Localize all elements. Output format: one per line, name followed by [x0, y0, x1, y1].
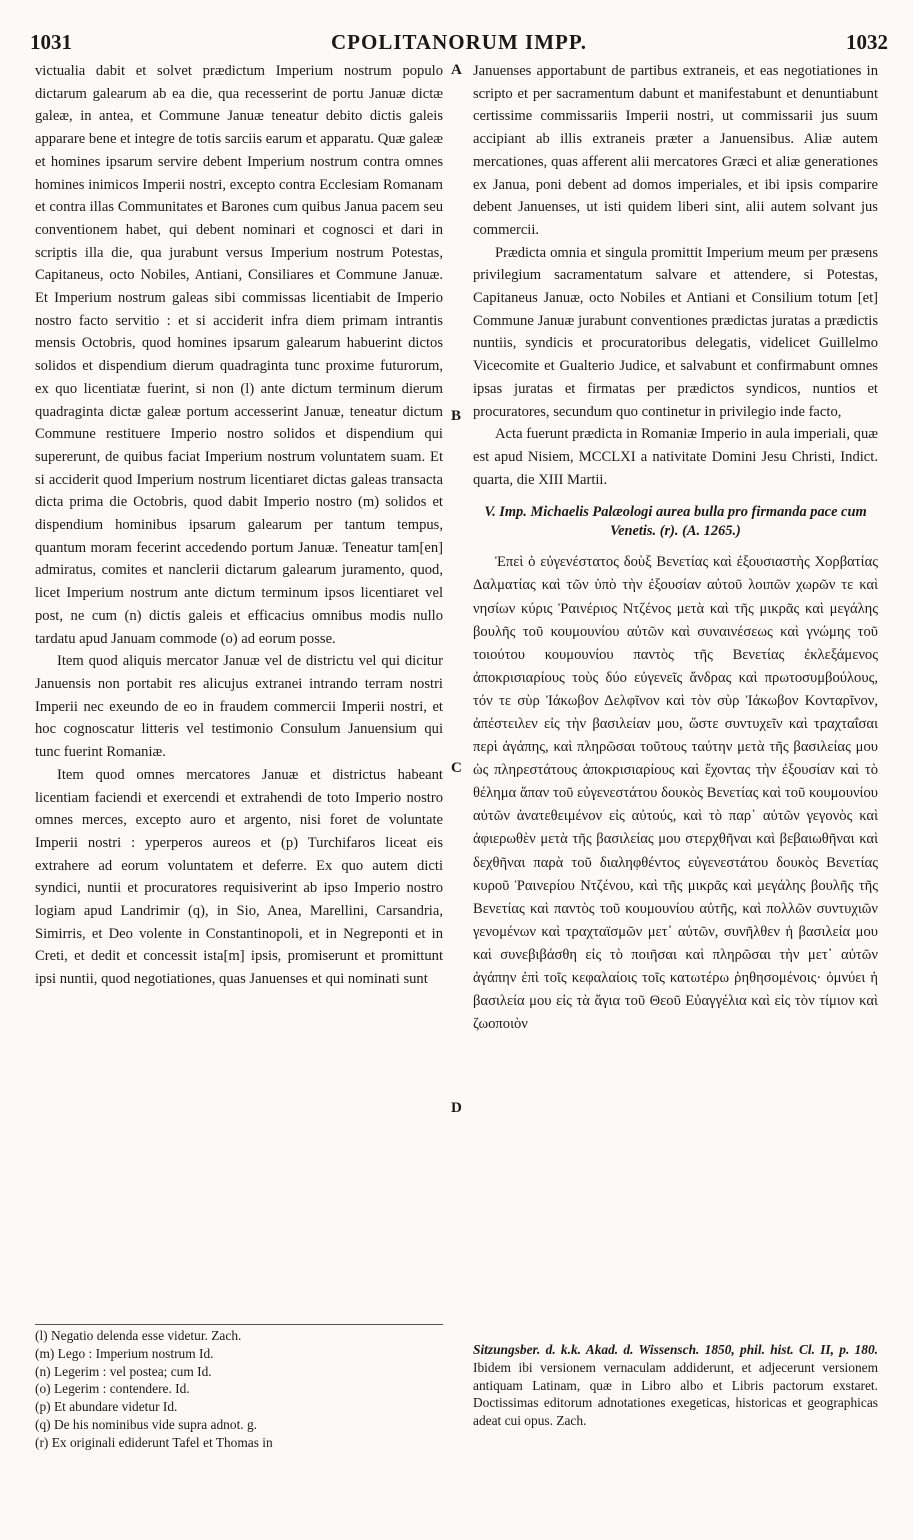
page-number-left: 1031 [30, 30, 72, 54]
footnotes [35, 1324, 443, 1452]
margin-marker-d: D [451, 1100, 462, 1116]
left-paragraph-1: victualia dabit et solvet prædictum Imperium nostrum populo dictarum galearum ab ea die, qua recesserint de portu Januæ dictæ galeæ, in antea, et Commune Januæ teneatur debito dictis galeis apparare bene et integre de totis sarciis earum et apparatu. Quæ galeæ et homines ipsarum servire debent Imperium nostrum contra omnes homines inimicos Imperii nostri, excepto contra Ecclesiam Romanam et contra illas Communitates et Barones cum quibus Janua pacem seu conventionem habet, qui debent nominari et cognosci et dari in scriptis illa die, qua jurabunt versus Imperium nostrum Potestas, Capitaneus, octo Nobiles, Antiani, Consiliares et Commune Januæ. Et Imperium nostrum galeas sibi commissas licentiabit de Imperio nostro facto servitio : et si acciderit infra diem primam intrantis mensis Octobris, quod homines ipsarum galearum habuerint dictos solidos et dispendium dierum quadraginta tunc proxime futurorum, ex quo licentiatæ fuerint, si non (l) ante dictum terminum dierum quadraginta dictæ galeæ portum accesserint Januæ, teneatur dictum Commune restituere Imperio nostro solidos et dispendium qui supererunt, de quibus faciat Imperium nostrum voluntatem suam. Et si acciderit quod Imperium nostrum licentiaret dictas galeas transacta dicta prima die Octobris, quod dabit Imperio nostro (m) solidos et dispendium hominibus ipsarum galearum per tantum tempus, quantum moram fecerint accedendo portum Januæ. Teneatur tam[en] admiratus, comites et nanclerii dictarum galearum juramento, quod, licet Imperium nostrum ante dictum terminum ipsos licentiaret vel post, ne cum (n) dictis galeis et efficacius omnibus modis nullo tardatu apud Januam commode (o) ad eorum posse. [35, 63, 443, 647]
footnote: (q) De his nominibus vide supra adnot. g. [35, 1416, 258, 1432]
margin-marker-a: A [451, 62, 462, 78]
left-column [35, 60, 443, 991]
running-title: CPOLITANORUM IMPP. [331, 30, 587, 54]
margin-marker-b: B [451, 408, 462, 424]
footnote: (m) Lego : Imperium nostrum Id. [35, 1345, 214, 1361]
footnote-continuation [473, 1341, 878, 1430]
footnote: (r) Ex originali ediderunt Tafel et Thomas in [35, 1434, 273, 1450]
right-paragraph-1: Januenses apportabunt de partibus extraneis, et eas negotiationes in scripto et per sacramentum dabunt et manifestabunt et denuntiabunt certissime commissariis Imperii nostri, ut commissarii jus suum accipiant ab illis extraneis præter a Januensibus. Aliæ autem mercationes, quas afferent alii mercatores Græci et aliæ generationes ex Janua, poni debent ad domos imperiales, et ibi ipsis comparire debent Januenses, ut isti quidem liberi sint, alii autem solvant jus commercii. [473, 63, 878, 238]
right-paragraph-3: Acta fuerunt prædicta in Romaniæ Imperio in aula imperiali, quæ est apud Nisiem, MCCLXI a nativitate Domini Jesu Christi, Indict. quarta, die XIII Martii. [473, 426, 878, 488]
section-title: V. Imp. Michaelis Palæologi aurea bulla pro firmanda pace cum Venetis. (r). (A. 1265.) [484, 504, 867, 540]
left-paragraph-3: Item quod omnes mercatores Januæ et districtus habeant licentiam faciendi et exercendi et extrahendi de toto Imperio nostro omnes merces, excepto auro et argento, nisi foret de voluntate Imperii nostri : yperperos aureos et (p) Turchifaros liceat eis extrahere ad eorum voluntatem et deferre. Ex quo autem dicti syndici, nuntii et procuratores requisiverint ab ipso Imperio nostro logiam apud Landrimir (q), in Sio, Anea, Marellini, Carsandria, Simirris, et Deo volente in Constantinopoli, et in Negreponti et in Creti, et dedit et concessit ista[m] ipsis, promiserunt et promittunt ipsi nuntii, quod negotiationes, quas Januenses et qui nominati sunt [35, 766, 443, 988]
reference-source: Sitzungsber. d. k.k. Akad. d. Wissensch. 1850, phil. hist. Cl. II, p. 180. [473, 1342, 878, 1357]
right-paragraph-2: Prædicta omnia et singula promittit Imperium meum per præsens privilegium sacramentatum salvare et attendere, si Potestas, Capitaneus Januæ, octo Nobiles et Antiani et Consilium totum [et] Commune Januæ jurabunt conventiones prædictas juratas a prædictis nuntiis, syndicis et procuratoribus delegatis, videlicet Guillelmo Vicecomite et Gualterio Judice, et salvabunt et confirmabunt omnes ipsas juratas et firmatas per prædictos syndicos, nuntios et procuratores, secundum quo continetur in privilegio inde facto, [473, 244, 878, 420]
greek-text: Ἐπεὶ ὁ εὐγενέστατος δοὺξ Βενετίας καὶ ἐξουσιαστὴς Χορβατίας Δαλματίας καὶ τῶν ὑπὸ τὴν ἐξουσίαν αὐτοῦ λοιπῶν χωρῶν τε καὶ νησίων κύρις Ῥαινέριος Ντζένος μετὰ καὶ τῆς μικρᾶς καὶ μεγάλης βουλῆς τοῦ κουμουνίου αὐτῶν καὶ συναινέσεως καὶ γνώμης τοῦ τοιούτου κουμουνίου παντὸς τῆς Βενετίας ἐκλεξάμενος ἀποκρισιαρίους τοὺς δύο εὐγενεῖς ἄνδρας καὶ πρωτοσυμβούλους, τόν τε σὺρ Ἰάκωβον Δελφῖνον καὶ τὸν σὺρ Ἰάκωβον Κονταρῖνον, ἀπέστειλεν εἰς τὴν βασιλείαν μου, ὥστε συντυχεῖν καὶ τραχταΐσαι περὶ ἀγάπης, καὶ πληρῶσαι τοῦτους ταύτην μετὰ τῆς βασιλείας μου ὡς πληρεστάτους ἀποκρισιαρίους καὶ ἔχοντας τὴν ἐξουσίαν καὶ τὸ θέλημα ἅπαν τοῦ εὐγενεστάτου δουκὸς Βενετίας καὶ τοῦ κουμουνίου αὐτῶν ἀνατεθειμένον εἰς αὐτούς, καὶ τὸ παρ᾽ αὐτῶν γεγονὸς καὶ ἀφιερωθὲν μετὰ τῆς βασιλείας μου στερχθῆναι καὶ βεβαιωθῆναι καὶ δεχθῆναι παρὰ τοῦ διαληφθέντος εὐγενεστάτου δουκὸς Βενετίας κυροῦ Ῥαινερίου Ντζένου, καὶ τῆς μικρᾶς καὶ μεγάλης βουλῆς τῆς Βενετίας καὶ παντὸς τοῦ κουμουνίου αὐτῆς, καὶ πολλῶν συντυχιῶν γενομένων καὶ τραχταϊσμῶν μετ᾽ αὐτῶν, συνῆλθεν ἡ βασιλεία μου καὶ συνεβιβάσθη εἰς τὸ ποιῆσαι καὶ πληρῶσαι τὴν μετ᾽ αὐτῶν ἀγάπην ἐπὶ τοῖς κεφαλαίοις τοῖς κατωτέρω ῥηθησομένοις· ὀμνύει ἡ βασιλεία μου εἰς τὰ ἅγια τοῦ Θεοῦ Εὐαγγέλια καὶ εἰς τὸν τίμιον καὶ ζωοποιὸν [473, 554, 878, 1033]
right-column [473, 60, 878, 1036]
footnote: (p) Et abundare videtur Id. [35, 1399, 178, 1415]
footnote: (l) Negatio delenda esse videtur. Zach. [35, 1328, 242, 1343]
margin-marker-c: C [451, 760, 462, 776]
page-header [30, 30, 888, 60]
footnote: (o) Legerim : contendere. Id. [35, 1381, 190, 1397]
reference-text: Ibidem ibi versionem vernaculam addiderunt, et adjecerunt versionem antiquam Latinam, quæ in Libro albo et Libris pactorum exstaret. Doctissimas editorum adnotationes exegeticas, historicas et geographicas adeat cui opus. Zach. [473, 1359, 878, 1429]
left-paragraph-2: Item quod aliquis mercator Januæ vel de districtu vel qui dicitur Januensis non portabit res alicujus extranei intrando terram nostri Imperii nec exeundo de eo in fraudem commercii Imperii nostri, et hoc cognoscatur litteris vel testimonio Consulum Januensium qui tunc fuerint Romaniæ. [35, 653, 443, 761]
footnote: (n) Legerim : vel postea; cum Id. [35, 1363, 212, 1379]
page-number-right: 1032 [846, 30, 888, 54]
